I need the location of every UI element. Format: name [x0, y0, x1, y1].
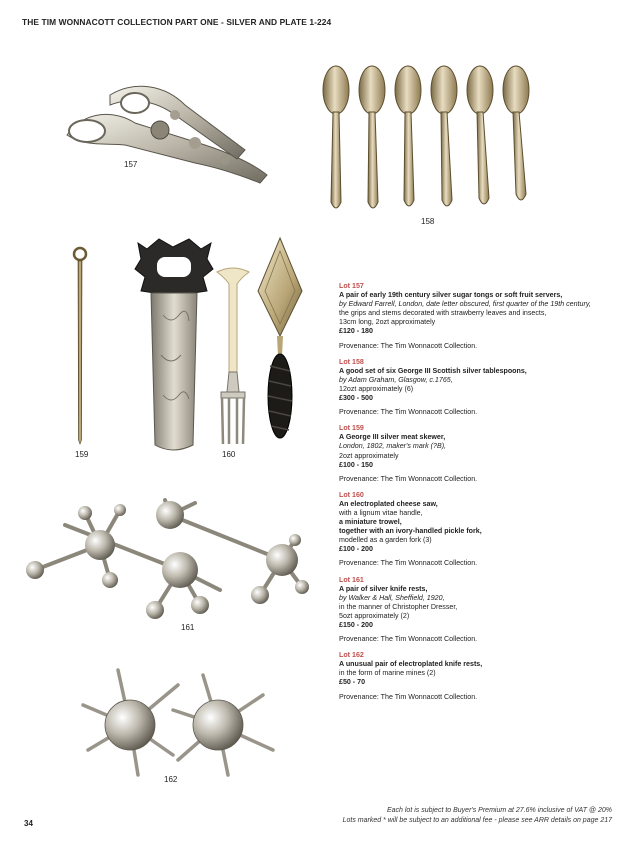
lot-detail: in the manner of Christopher Dresser, — [339, 602, 458, 611]
lot-detail: 2ozt approximately — [339, 451, 399, 460]
sugar-tongs-image — [55, 75, 275, 190]
lot-number: Lot 162 — [339, 651, 364, 660]
lot-title: A good set of six George III Scottish silver tablespoons, — [339, 366, 527, 375]
footer-notes — [343, 806, 612, 826]
lot-160 — [339, 491, 604, 569]
lot-title: together with an ivory-handled pickle fork, — [339, 527, 482, 536]
lot-maker: by Edward Farrell, London, date letter obscured, first quarter of the 19th century, — [339, 300, 591, 309]
lot-provenance: Provenance: The Tim Wonnacott Collection. — [339, 341, 478, 350]
lot-title: A pair of early 19th century silver sugar tongs or soft fruit servers, — [339, 291, 563, 300]
lot-157 — [339, 282, 604, 351]
lot-estimate: £100 - 200 — [339, 545, 373, 554]
figure-number-162: 162 — [164, 775, 178, 784]
trowel-image — [255, 236, 305, 448]
lot-number: Lot 161 — [339, 575, 364, 584]
lot-estimate: £300 - 500 — [339, 394, 373, 403]
figure-number-159: 159 — [75, 450, 89, 459]
pickle-fork-image — [213, 262, 253, 447]
lot-162 — [339, 651, 604, 701]
lot-estimate: £120 - 180 — [339, 327, 373, 336]
tablespoons-image — [316, 62, 538, 217]
lot-detail: the grips and stems decorated with strawberry leaves and insects, — [339, 309, 547, 318]
lot-provenance: Provenance: The Tim Wonnacott Collection. — [339, 474, 478, 483]
lot-descriptions — [339, 282, 604, 709]
page-header: THE TIM WONNACOTT COLLECTION PART ONE - SILVER AND PLATE 1-224 — [22, 17, 332, 27]
buyers-premium-note: Each lot is subject to Buyer's Premium at 27.6% inclusive of VAT @ 20% — [386, 807, 612, 814]
lot-detail: 13cm long, 2ozt approximately — [339, 318, 436, 327]
lot-number: Lot 158 — [339, 357, 364, 366]
lot-number: Lot 157 — [339, 282, 364, 290]
lot-estimate: £150 - 200 — [339, 621, 373, 629]
lot-detail: 5ozt approximately (2) — [339, 611, 410, 620]
figure-number-160: 160 — [222, 450, 236, 459]
lot-provenance: Provenance: The Tim Wonnacott Collection. — [339, 635, 478, 644]
lot-158 — [339, 358, 604, 418]
lot-title: A pair of silver knife rests, — [339, 584, 428, 593]
lot-detail: modelled as a garden fork (3) — [339, 536, 432, 545]
lot-title: a miniature trowel, — [339, 518, 402, 527]
lot-provenance: Provenance: The Tim Wonnacott Collection. — [339, 692, 478, 701]
lot-detail: 12ozt approximately (6) — [339, 384, 414, 393]
silver-knife-rests-image — [20, 495, 310, 630]
lot-161 — [339, 576, 604, 645]
lot-title: An electroplated cheese saw, — [339, 499, 438, 508]
lot-number: Lot 160 — [339, 490, 364, 499]
lot-title: A unusual pair of electroplated knife rests, — [339, 660, 483, 669]
arr-note: Lots marked * will be subject to an additional fee - please see ARR details on page 217 — [342, 817, 612, 824]
cheese-saw-image — [133, 235, 215, 457]
lot-detail: with a lignum vitae handle, — [339, 508, 423, 517]
lot-maker: by Adam Graham, Glasgow, c.1765, — [339, 375, 453, 384]
lot-maker: by Walker & Hall, Sheffield, 1920, — [339, 593, 445, 602]
meat-skewer-image — [68, 245, 92, 445]
page-number: 34 — [24, 819, 33, 828]
figure-number-158: 158 — [421, 217, 435, 226]
lot-provenance: Provenance: The Tim Wonnacott Collection. — [339, 408, 478, 417]
lot-number: Lot 159 — [339, 424, 364, 433]
lot-detail: in the form of marine mines (2) — [339, 669, 436, 678]
figure-number-161: 161 — [181, 623, 195, 632]
lot-provenance: Provenance: The Tim Wonnacott Collection. — [339, 559, 478, 568]
lot-159 — [339, 424, 604, 484]
lot-title: A George III silver meat skewer, — [339, 433, 446, 442]
lot-maker: London, 1802, maker's mark (?B), — [339, 442, 447, 451]
marine-mine-knife-rests-image — [78, 665, 278, 780]
lot-estimate: £100 - 150 — [339, 460, 373, 469]
figure-number-157: 157 — [124, 160, 138, 169]
lot-estimate: £50 - 70 — [339, 678, 366, 687]
